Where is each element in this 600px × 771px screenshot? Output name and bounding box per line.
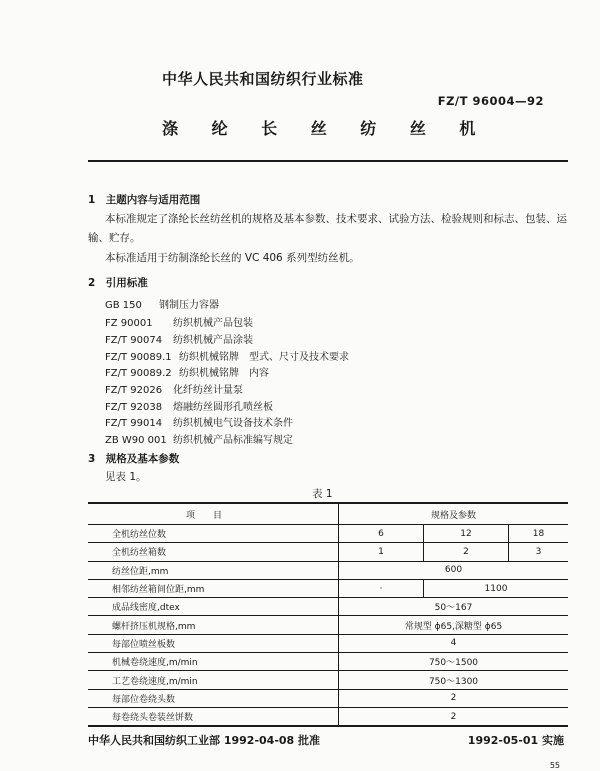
reference-title: 纺织机械产品包装 bbox=[173, 318, 253, 329]
document-title: 涤 纶 长 丝 纺 丝 机 bbox=[162, 119, 490, 138]
reference-title: 熔融纺丝圆形孔喷丝板 bbox=[173, 402, 273, 413]
section-3-paragraph: 见表 1。 bbox=[105, 471, 147, 483]
table-cell-name: 工艺卷绕速度,m/min bbox=[88, 671, 339, 689]
reference-item bbox=[105, 364, 269, 379]
approval-line: 中华人民共和国纺织工业部 1992-04-08 批准 bbox=[88, 734, 321, 747]
reference-item bbox=[105, 398, 273, 413]
table-cell-value: 常规型 ϕ65,深糖型 ϕ65 bbox=[339, 616, 569, 634]
table-cell-value: 1 bbox=[339, 543, 424, 561]
table-row bbox=[88, 525, 568, 543]
reference-item bbox=[105, 331, 253, 346]
reference-title: 纺织机械产品标准编写规定 bbox=[173, 435, 293, 446]
reference-title: 化纤纺丝计量泵 bbox=[173, 385, 243, 396]
reference-code: FZ/T 90074 bbox=[105, 335, 163, 346]
reference-item bbox=[105, 381, 243, 396]
table-cell-value: 2 bbox=[339, 689, 569, 707]
table-cell-value: 750～1500 bbox=[339, 653, 569, 671]
table-cell-value: 6 bbox=[339, 525, 424, 543]
section-1-paragraph-2: 本标准适用于纺制涤纶长丝的 VC 406 系列型纺丝机。 bbox=[105, 252, 360, 264]
reference-code: FZ/T 92038 bbox=[105, 402, 163, 413]
reference-item bbox=[105, 348, 349, 363]
table-row bbox=[88, 671, 568, 689]
reference-title: 纺织机械铭牌 型式、尺寸及技术要求 bbox=[179, 352, 349, 363]
table-cell-name: 螺杆挤压机规格,mm bbox=[88, 616, 339, 634]
table-caption: 表 1 bbox=[312, 488, 333, 500]
table-row bbox=[88, 579, 568, 597]
table-cell-value: 1100 bbox=[424, 579, 569, 597]
table-cell-name: 每部位卷绕头数 bbox=[88, 689, 339, 707]
section-1-paragraph-1a: 本标准规定了涤纶长丝纺丝机的规格及基本参数、技术要求、试验方法、检验规则和标志、包装、运 bbox=[105, 213, 567, 225]
section-1-paragraph-1b: 输、贮存。 bbox=[88, 232, 141, 244]
table-cell-value: 18 bbox=[509, 525, 569, 543]
standard-code: FZ/T 96004—92 bbox=[437, 94, 544, 108]
reference-item bbox=[105, 296, 219, 311]
table-cell-value: 4 bbox=[339, 634, 569, 652]
reference-code: FZ/T 99014 bbox=[105, 418, 163, 429]
issuing-organization: 中华人民共和国纺织行业标准 bbox=[162, 70, 364, 88]
section-1-heading: 1 主题内容与适用范围 bbox=[88, 194, 201, 206]
table-row bbox=[88, 634, 568, 652]
reference-code: ZB W90 001 bbox=[105, 435, 167, 446]
table-row bbox=[88, 561, 568, 579]
reference-title: 纺织机械铭牌 内容 bbox=[179, 368, 269, 379]
reference-code: FZ/T 90089.2 bbox=[105, 368, 172, 379]
table-cell-value: 2 bbox=[339, 707, 569, 726]
table-header-item: 项目 bbox=[88, 503, 339, 525]
table-cell-value: 2 bbox=[424, 543, 509, 561]
reference-item bbox=[105, 314, 253, 329]
spec-table bbox=[88, 502, 568, 727]
table-cell-name: 全机纺丝箱数 bbox=[88, 543, 339, 561]
effective-date: 1992-05-01 实施 bbox=[467, 734, 564, 747]
table-cell-value: 12 bbox=[424, 525, 509, 543]
table-row bbox=[88, 653, 568, 671]
table-cell-name: 相邻纺丝箱间位距,mm bbox=[88, 579, 339, 597]
page-number: 55 bbox=[549, 761, 560, 770]
reference-title: 纺织机械产品涂装 bbox=[173, 335, 253, 346]
table-cell-value: · bbox=[339, 579, 424, 597]
table-cell-name: 纺丝位距,mm bbox=[88, 561, 339, 579]
section-2-heading: 2 引用标准 bbox=[88, 277, 148, 289]
table-cell-value: 750～1300 bbox=[339, 671, 569, 689]
table-cell-value: 600 bbox=[339, 561, 569, 579]
table-cell-value: 50～167 bbox=[339, 598, 569, 616]
table-row bbox=[88, 598, 568, 616]
reference-code: FZ/T 92026 bbox=[105, 385, 163, 396]
table-cell-name: 每部位喷丝板数 bbox=[88, 634, 339, 652]
table-row bbox=[88, 689, 568, 707]
reference-title: 钢制压力容器 bbox=[159, 300, 219, 311]
reference-title: 纺织机械电气设备技术条件 bbox=[173, 418, 293, 429]
table-header-row bbox=[88, 503, 568, 525]
table-row bbox=[88, 543, 568, 561]
table-cell-value: 3 bbox=[509, 543, 569, 561]
table-row bbox=[88, 707, 568, 726]
reference-code: FZ/T 90089.1 bbox=[105, 352, 172, 363]
table-row bbox=[88, 616, 568, 634]
title-divider bbox=[88, 160, 568, 162]
section-3-heading: 3 规格及基本参数 bbox=[88, 453, 180, 465]
table-cell-name: 机械卷绕速度,m/min bbox=[88, 653, 339, 671]
reference-item bbox=[105, 414, 293, 429]
reference-code: GB 150 bbox=[105, 300, 142, 311]
table-cell-name: 成品线密度,dtex bbox=[88, 598, 339, 616]
table-cell-name: 全机纺丝位数 bbox=[88, 525, 339, 543]
table-cell-name: 每卷绕头卷装丝饼数 bbox=[88, 707, 339, 726]
reference-code: FZ 90001 bbox=[105, 318, 153, 329]
reference-item bbox=[105, 431, 293, 446]
table-header-params: 规格及参数 bbox=[339, 503, 569, 525]
